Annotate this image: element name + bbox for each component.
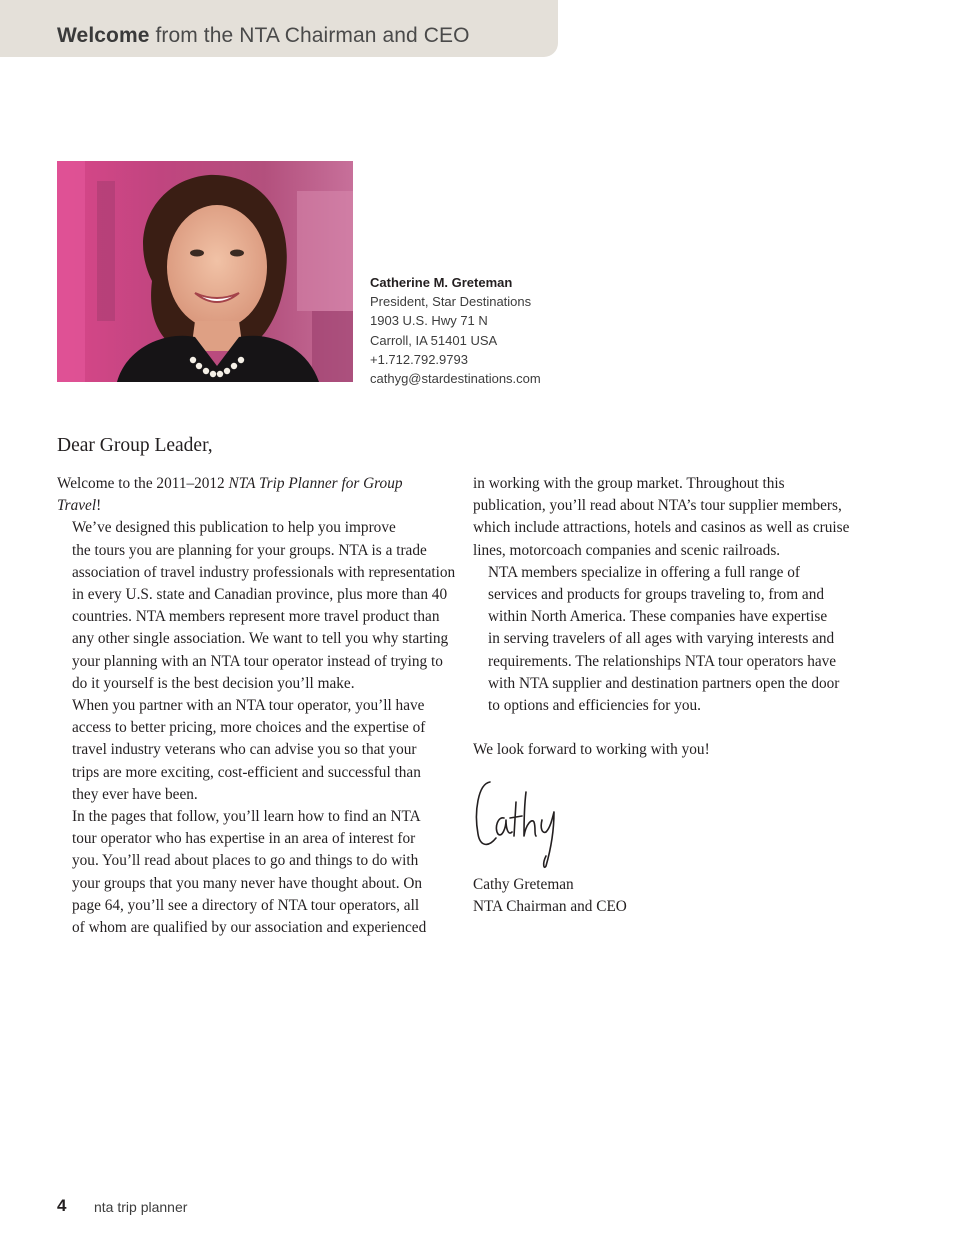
signature-handwritten — [470, 772, 570, 872]
text-line: We’ve designed this publication to help you improve — [72, 519, 396, 537]
text-line: publication, you’ll read about NTA’s tour supplier members, — [473, 497, 842, 515]
text-line: lines, motorcoach companies and scenic railroads. — [473, 541, 781, 559]
contact-name: Catherine M. Greteman — [370, 275, 513, 290]
text-line: services and products for groups traveling to, from and — [488, 586, 825, 604]
contact-block — [370, 273, 541, 388]
text-line: your planning with an NTA tour operator instead of trying to — [72, 652, 443, 670]
text-line: access to better pricing, more choices and the expertise of — [72, 719, 426, 737]
publication-title: NTA Trip Planner for Group Travel — [57, 475, 403, 515]
text-line: do it yourself is the best decision you’ll make. — [72, 674, 355, 692]
text-line: When you partner with an NTA tour operator, you’ll have — [72, 697, 425, 715]
text-line: countries. NTA members represent more travel product than — [72, 608, 440, 626]
signer-block — [473, 874, 627, 918]
letter-column-right — [473, 473, 865, 762]
header-tab — [0, 0, 558, 57]
signer-title: NTA Chairman and CEO — [473, 898, 627, 916]
text-line: the tours you are planning for your groups. NTA is a trade — [72, 541, 427, 559]
page-title-rest: from the NTA Chairman and CEO — [155, 24, 470, 47]
text-line: in working with the group market. Throughout this — [473, 475, 785, 492]
page-number: 4 — [57, 1196, 67, 1215]
text-line: within North America. These companies have expertise — [488, 608, 828, 626]
text-line: of whom are qualified by our association and experienced — [72, 919, 427, 937]
letter-paragraph-6 — [473, 562, 865, 717]
text-line: travel industry veterans who can advise you so that your — [72, 741, 417, 759]
letter-salutation: Dear Group Leader, — [57, 435, 213, 456]
text-line: trips are more exciting, cost-efficient and successful than — [72, 763, 421, 781]
text-line: your groups that you many never have thought about. On — [72, 874, 423, 892]
signer-name: Cathy Greteman — [473, 876, 574, 893]
text-line: NTA members specialize in offering a full range of — [488, 563, 800, 581]
contact-email[interactable]: cathyg@stardestinations.com — [370, 371, 541, 387]
text-line: tour operator who has expertise in an area of interest for — [72, 830, 416, 848]
text-line: page 64, you’ll see a directory of NTA tour operators, all — [72, 896, 420, 914]
text-line: In the pages that follow, you’ll learn how to find an NTA — [72, 808, 421, 826]
contact-address-line2: Carroll, IA 51401 USA — [370, 332, 498, 348]
letter-paragraph-5 — [473, 473, 865, 562]
text-line: they ever have been. — [72, 785, 198, 803]
letter-paragraph-3 — [57, 695, 449, 806]
contact-phone: +1.712.792.9793 — [370, 351, 468, 367]
paragraph-1-intro: Welcome to the 2011–2012 — [57, 475, 229, 492]
letter-paragraph-4 — [57, 806, 449, 939]
text-line: association of travel industry professionals with representation — [72, 563, 456, 581]
text-line: with NTA supplier and destination partners open the door — [488, 674, 840, 692]
text-line: requirements. The relationships NTA tour operators have — [488, 652, 837, 670]
contact-title: President, Star Destinations — [370, 294, 532, 310]
letter-closing: We look forward to working with you! — [473, 741, 710, 759]
text-line: in every U.S. state and Canadian province, plus more than 40 — [72, 586, 448, 604]
text-line: any other single association. We want to tell you why starting — [72, 630, 449, 648]
text-line: which include attractions, hotels and casinos as well as cruise — [473, 519, 850, 537]
page-title — [57, 24, 470, 48]
letter-paragraph-1 — [57, 473, 449, 517]
footer-publication-label: nta trip planner — [94, 1199, 188, 1215]
page-title-bold: Welcome — [57, 24, 150, 47]
letter-paragraph-2 — [57, 517, 456, 695]
text-line: in serving travelers of all ages with varying interests and — [488, 630, 835, 648]
contact-address-line1: 1903 U.S. Hwy 71 N — [370, 313, 488, 329]
letter-column-left — [57, 473, 456, 939]
text-line: you. You’ll read about places to go and things to do with — [72, 852, 419, 870]
text-line: to options and efficiencies for you. — [488, 697, 701, 715]
portrait-photo — [57, 161, 353, 382]
paragraph-1-end: ! — [96, 497, 102, 515]
